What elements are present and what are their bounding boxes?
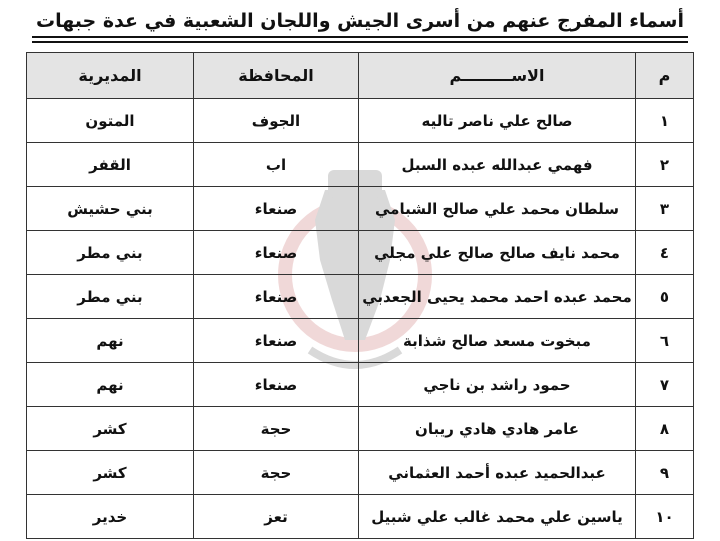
- table-row: [27, 407, 694, 451]
- cell-directorate: بني مطر: [27, 275, 194, 319]
- cell-governorate: صنعاء: [194, 363, 359, 407]
- cell-name: ياسين علي محمد غالب علي شبيل: [359, 495, 636, 539]
- table-row: [27, 451, 694, 495]
- cell-directorate: خدير: [27, 495, 194, 539]
- cell-directorate: نهم: [27, 363, 194, 407]
- header-num: م: [636, 53, 694, 99]
- cell-directorate: بني مطر: [27, 231, 194, 275]
- cell-num: ٣: [636, 187, 694, 231]
- table-row: [27, 143, 694, 187]
- cell-num: ٥: [636, 275, 694, 319]
- cell-governorate: حجة: [194, 451, 359, 495]
- cell-governorate: صنعاء: [194, 319, 359, 363]
- cell-num: ١٠: [636, 495, 694, 539]
- table-row: [27, 495, 694, 539]
- cell-directorate: كشر: [27, 451, 194, 495]
- cell-num: ٩: [636, 451, 694, 495]
- cell-name: حمود راشد بن ناجي: [359, 363, 636, 407]
- cell-name: سلطان محمد علي صالح الشبامي: [359, 187, 636, 231]
- cell-directorate: نهم: [27, 319, 194, 363]
- cell-name: محمد عبده احمد محمد يحيى الجعدبي: [359, 275, 636, 319]
- cell-directorate: كشر: [27, 407, 194, 451]
- header-name: الاســـــــــم: [359, 53, 636, 99]
- cell-governorate: تعز: [194, 495, 359, 539]
- cell-directorate: بني حشيش: [27, 187, 194, 231]
- cell-governorate: حجة: [194, 407, 359, 451]
- cell-directorate: القفر: [27, 143, 194, 187]
- cell-governorate: صنعاء: [194, 231, 359, 275]
- table-header-row: [27, 53, 694, 99]
- cell-num: ٦: [636, 319, 694, 363]
- cell-governorate: صنعاء: [194, 187, 359, 231]
- title-container: [0, 0, 720, 48]
- table-row: [27, 319, 694, 363]
- cell-name: عامر هادي هادي ريبان: [359, 407, 636, 451]
- cell-name: صالح علي ناصر تاليه: [359, 99, 636, 143]
- cell-num: ١: [636, 99, 694, 143]
- cell-num: ٤: [636, 231, 694, 275]
- cell-directorate: المتون: [27, 99, 194, 143]
- header-directorate: المديرية: [27, 53, 194, 99]
- cell-num: ٧: [636, 363, 694, 407]
- table-row: [27, 99, 694, 143]
- cell-num: ٢: [636, 143, 694, 187]
- cell-num: ٨: [636, 407, 694, 451]
- cell-governorate: اب: [194, 143, 359, 187]
- table-row: [27, 275, 694, 319]
- table-row: [27, 231, 694, 275]
- table-row: [27, 363, 694, 407]
- cell-name: محمد نايف صالح صالح علي مجلي: [359, 231, 636, 275]
- table-row: [27, 187, 694, 231]
- cell-governorate: صنعاء: [194, 275, 359, 319]
- cell-governorate: الجوف: [194, 99, 359, 143]
- released-prisoners-table-container: [26, 52, 693, 535]
- header-governorate: المحافظة: [194, 53, 359, 99]
- cell-name: مبخوت مسعد صالح شذابة: [359, 319, 636, 363]
- cell-name: عبدالحميد عبده أحمد العثماني: [359, 451, 636, 495]
- page-title: أسماء المفرج عنهم من أسرى الجيش واللجان الشعبية في عدة جبهات: [32, 8, 688, 38]
- cell-name: فهمي عبدالله عبده السبل: [359, 143, 636, 187]
- released-prisoners-table: [26, 52, 694, 539]
